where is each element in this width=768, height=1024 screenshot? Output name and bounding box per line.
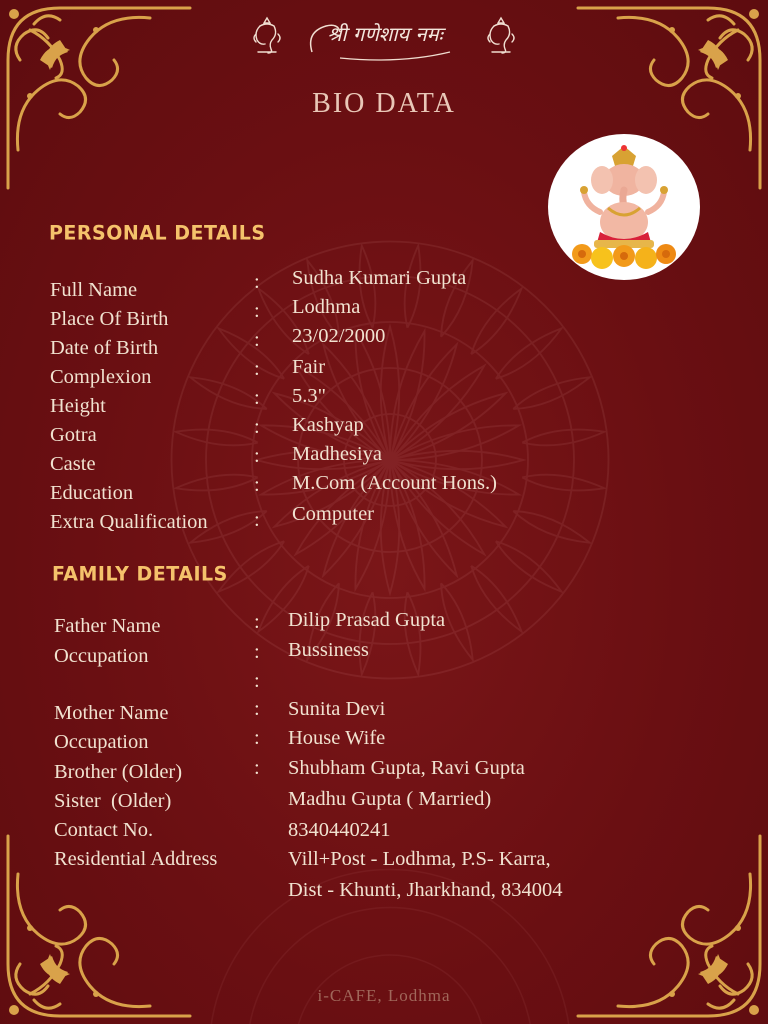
family-row-contact <box>0 819 768 849</box>
row-colon: : <box>254 358 260 380</box>
row-value: Computer <box>292 503 374 525</box>
row-label: Date of Birth <box>50 337 159 359</box>
family-row-father-occupation <box>0 639 768 675</box>
row-colon: : <box>254 300 260 322</box>
row-colon: : <box>254 641 260 663</box>
row-label: Occupation <box>54 645 149 667</box>
row-value: Fair <box>292 356 326 378</box>
page-title: BIO DATA <box>312 88 456 119</box>
personal-row-full-name <box>0 267 768 307</box>
row-label: Mother Name <box>54 702 169 724</box>
row-label: Occupation <box>54 731 149 753</box>
row-label: Contact No. <box>54 819 154 841</box>
row-value: Bussiness <box>288 639 369 661</box>
row-label: Full Name <box>50 279 138 301</box>
personal-row-gotra <box>0 414 768 452</box>
row-colon: : <box>254 698 260 720</box>
family-row-brother <box>0 757 768 791</box>
ganesh-photo <box>548 134 700 280</box>
row-value: Dilip Prasad Gupta <box>288 609 446 631</box>
row-value: 8340440241 <box>288 819 391 841</box>
row-value: Madhesiya <box>292 443 382 465</box>
row-colon: : <box>254 445 260 467</box>
row-label: Complexion <box>50 366 152 388</box>
personal-row-height <box>0 385 768 423</box>
row-colon: : <box>254 271 260 293</box>
calligraphy-swirl <box>300 12 470 64</box>
row-colon: : <box>254 757 260 779</box>
family-row-father-name <box>0 609 768 645</box>
row-colon: : <box>254 329 260 351</box>
row-label: Caste <box>50 453 96 475</box>
row-colon: : <box>254 387 260 409</box>
row-colon: : <box>254 474 260 496</box>
row-value: Madhu Gupta ( Married) <box>288 788 492 810</box>
row-value: Sudha Kumari Gupta <box>292 267 467 289</box>
ganesh-icon <box>484 14 518 58</box>
row-label: Father Name <box>54 615 161 637</box>
row-value: Kashyap <box>292 414 364 436</box>
family-details-heading: FAMILY DETAILS <box>52 562 228 586</box>
row-value: House Wife <box>288 727 386 749</box>
row-value: Sunita Devi <box>288 698 386 720</box>
row-value: Lodhma <box>292 296 361 318</box>
personal-details-heading: PERSONAL DETAILS <box>49 221 266 245</box>
row-label: Sister (Older) <box>54 790 172 812</box>
personal-row-extra-qualification <box>0 503 768 539</box>
personal-row-education <box>0 472 768 510</box>
row-value: Shubham Gupta, Ravi Gupta <box>288 757 525 779</box>
footer-text: i-CAFE, Lodhma <box>317 986 451 1005</box>
row-colon: : <box>254 727 260 749</box>
row-label: Education <box>50 482 134 504</box>
personal-row-date-of-birth <box>0 325 768 365</box>
row-colon: : <box>254 611 260 633</box>
shri-ganeshay-namah-text <box>300 12 470 64</box>
row-label: Place Of Birth <box>50 308 169 330</box>
row-colon: : <box>254 416 260 438</box>
personal-row-complexion <box>0 356 768 394</box>
row-colon: : <box>254 509 260 531</box>
row-label: Residential Address <box>54 848 218 870</box>
row-colon: : <box>254 670 260 692</box>
row-value: Vill+Post - Lodhma, P.S- Karra, <box>288 848 551 870</box>
row-value: M.Com (Account Hons.) <box>292 472 497 494</box>
row-label: Gotra <box>50 424 97 446</box>
ganesh-icon <box>250 14 284 58</box>
row-value: 5.3" <box>292 385 326 407</box>
row-label: Extra Qualification <box>50 511 208 533</box>
row-label: Height <box>50 395 106 417</box>
row-label: Brother (Older) <box>54 761 183 783</box>
ganesh-text-label: श्री गणेशाय नमः <box>327 22 443 46</box>
family-row-sister <box>0 790 768 820</box>
family-row-address <box>0 848 768 878</box>
row-value: 23/02/2000 <box>292 325 386 347</box>
row-value: Dist - Khunti, Jharkhand, 834004 <box>288 879 563 901</box>
family-row-address-line-2 <box>0 879 768 909</box>
